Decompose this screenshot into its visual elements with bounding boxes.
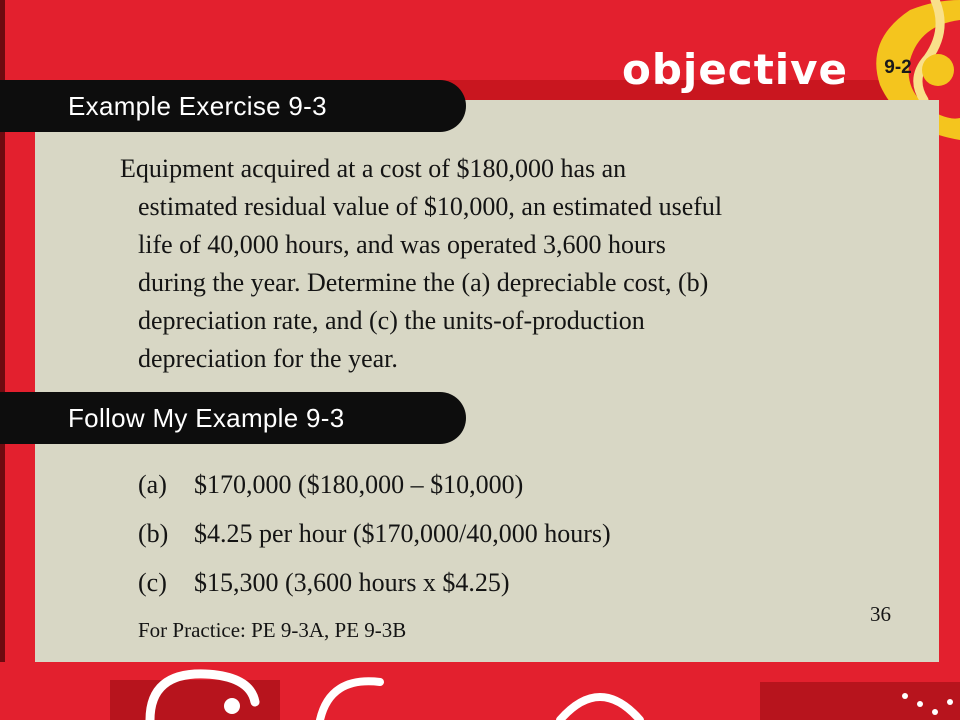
answer-tag: (c) bbox=[138, 568, 167, 597]
answer-tag: (b) bbox=[138, 519, 169, 548]
answer-text: $4.25 per hour ($170,000/40,000 hours) bbox=[194, 519, 611, 548]
problem-statement bbox=[120, 150, 870, 378]
problem-line: depreciation for the year. bbox=[138, 344, 398, 373]
problem-line: depreciation rate, and (c) the units-of-production bbox=[138, 306, 645, 335]
answer-item bbox=[138, 460, 611, 509]
bottom-swirl-decoration bbox=[0, 662, 960, 720]
follow-heading: Follow My Example 9-3 bbox=[68, 402, 345, 433]
page-number: 36 bbox=[870, 602, 891, 626]
problem-line: life of 40,000 hours, and was operated 3,600 hours bbox=[138, 230, 666, 259]
problem-line: during the year. Determine the (a) depreciable cost, (b) bbox=[138, 268, 709, 297]
answer-item bbox=[138, 509, 611, 558]
example-heading: Example Exercise 9-3 bbox=[68, 90, 327, 121]
objective-number-badge: 9-2 bbox=[884, 57, 912, 78]
answer-list bbox=[138, 460, 611, 607]
problem-line: estimated residual value of $10,000, an estimated useful bbox=[138, 192, 723, 221]
follow-heading-bar bbox=[0, 392, 466, 444]
practice-note: For Practice: PE 9-3A, PE 9-3B bbox=[138, 618, 407, 642]
answer-item bbox=[138, 558, 611, 607]
example-heading-bar bbox=[0, 80, 466, 132]
answer-text: $170,000 ($180,000 – $10,000) bbox=[194, 470, 524, 499]
answer-tag: (a) bbox=[138, 470, 167, 499]
objective-logo-text: objective bbox=[622, 45, 849, 94]
answer-text: $15,300 (3,600 hours x $4.25) bbox=[194, 568, 510, 597]
problem-line: Equipment acquired at a cost of $180,000 has an bbox=[120, 154, 627, 183]
